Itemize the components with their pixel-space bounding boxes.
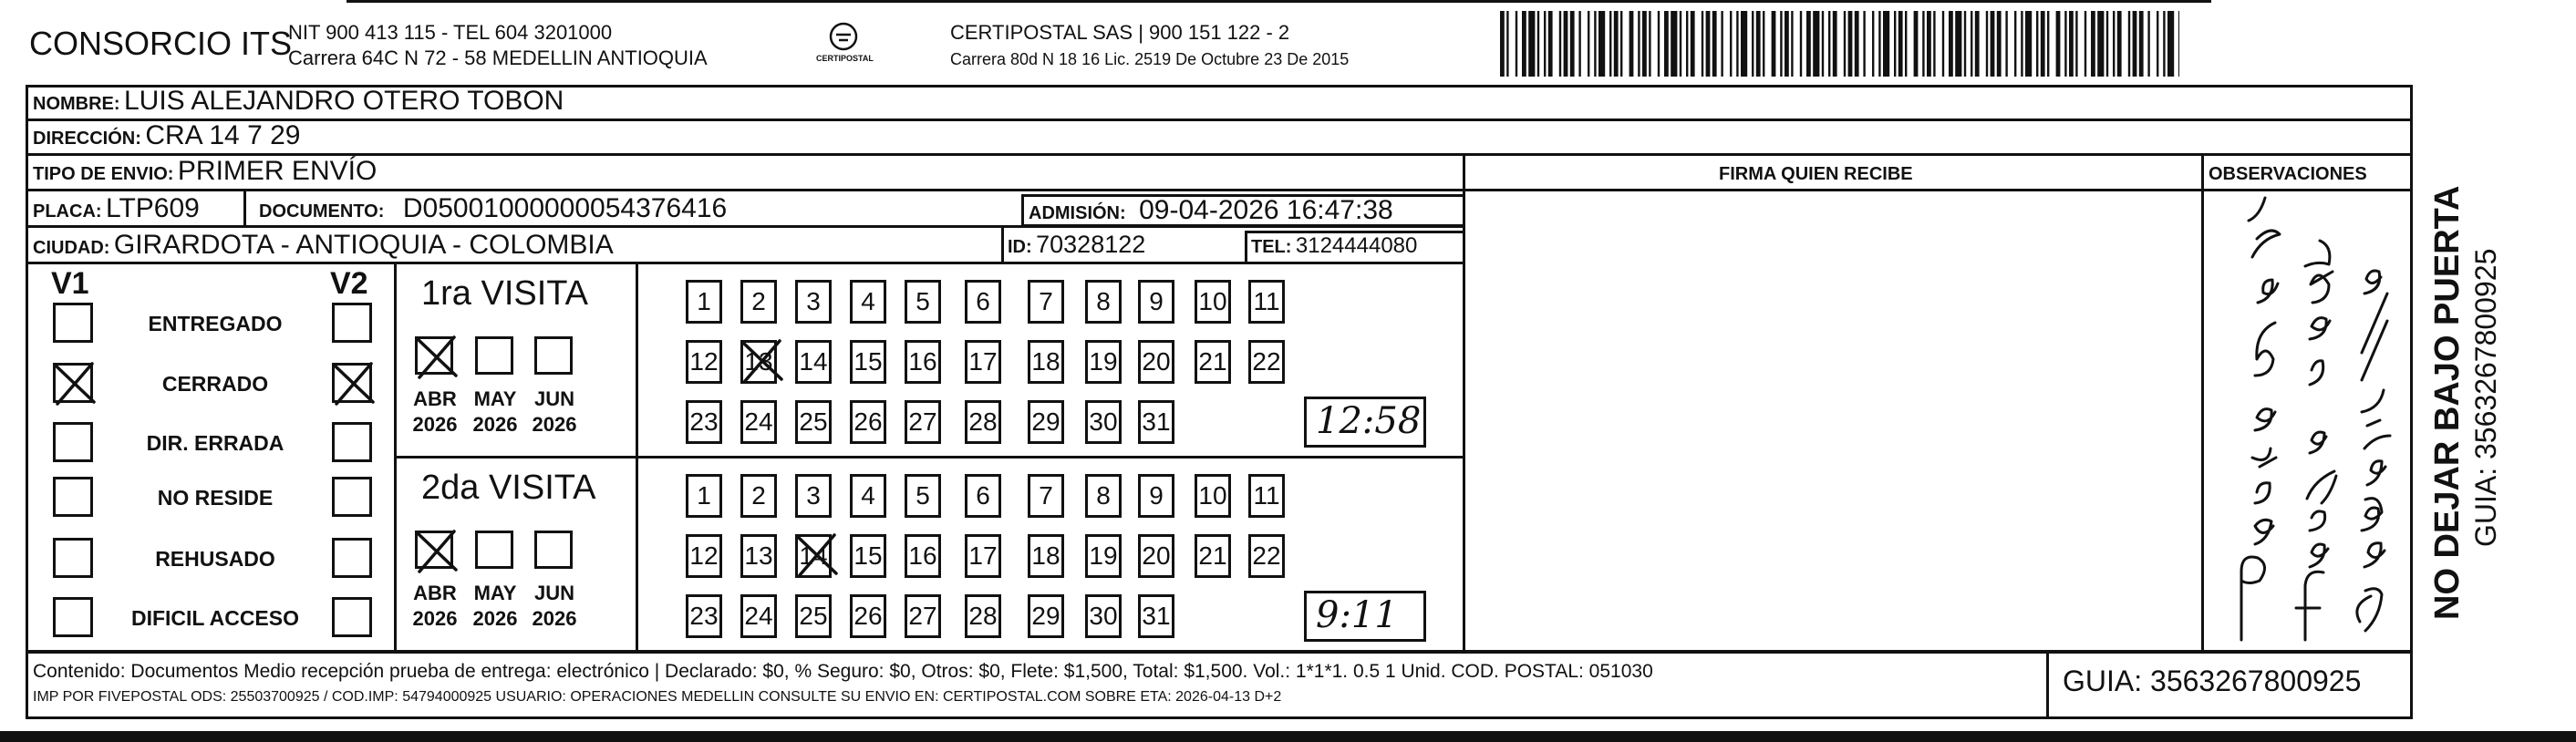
barcode [1500,11,2179,77]
day-box[interactable]: 25 [795,594,832,638]
day-box[interactable]: 4 [850,280,886,324]
observaciones-handwriting [2205,193,2410,647]
day-box[interactable]: 15 [850,534,886,578]
header [0,0,2576,82]
day-box[interactable]: 8 [1085,474,1122,518]
company-address: Carrera 64C N 72 - 58 MEDELLIN ANTIOQUIA [288,46,708,69]
day-box[interactable]: 9 [1138,474,1174,518]
admision-row: ADMISIÓN: 09-04-2026 16:47:38 [1029,195,1393,225]
ciudad-value: GIRARDOTA - ANTIOQUIA - COLOMBIA [113,230,614,260]
v1-checkbox[interactable] [53,422,93,462]
month-label: ABR [413,387,457,410]
day-box[interactable]: 1 [686,280,722,324]
day-box[interactable]: 13 [740,340,777,384]
month-label: JUN [533,582,574,604]
day-box[interactable]: 12 [686,340,722,384]
day-box[interactable]: 14 [795,534,832,578]
day-box[interactable]: 18 [1028,340,1064,384]
day-box[interactable]: 16 [905,534,941,578]
month-checkbox[interactable] [534,336,573,375]
nombre-row: NOMBRE: LUIS ALEJANDRO OTERO TOBON [33,86,564,116]
visit-time: 9:11 [1316,594,1398,636]
direccion-row: DIRECCIÓN: CRA 14 7 29 [33,120,301,150]
day-box[interactable]: 9 [1138,280,1174,324]
v1-label: V1 [51,266,89,301]
placa-value: LTP609 [106,193,200,223]
day-box[interactable]: 21 [1195,340,1231,384]
day-box[interactable]: 6 [965,474,1001,518]
v1-checkbox[interactable] [53,597,93,637]
visit-title: 2da VISITA [421,469,596,507]
firma-label: FIRMA QUIEN RECIBE [1719,164,1913,184]
status-label: NO RESIDE [157,486,274,510]
day-box[interactable]: 17 [965,340,1001,384]
v1-checkbox[interactable] [53,363,93,403]
status-label: REHUSADO [155,547,275,571]
status-label: DIFICIL ACCESO [130,606,299,630]
month-label: MAY [473,582,517,604]
month-checkbox[interactable] [475,531,513,569]
day-box[interactable]: 12 [686,534,722,578]
day-box[interactable]: 27 [905,594,941,638]
day-box[interactable]: 27 [905,400,941,444]
no-dejar-bajo-puerta: NO DEJAR BAJO PUERTA [2428,185,2467,620]
tel-value: 3124444080 [1295,233,1418,258]
day-box[interactable]: 26 [850,400,886,444]
day-box[interactable]: 2 [740,280,777,324]
v2-checkbox[interactable] [332,303,372,343]
v2-checkbox[interactable] [332,422,372,462]
year-label: 2026 [472,413,518,436]
courier-name: CERTIPOSTAL SAS | 900 151 122 - 2 [950,21,1290,44]
day-box[interactable]: 5 [905,280,941,324]
year-label: 2026 [532,413,577,436]
day-box[interactable]: 7 [1028,280,1064,324]
day-box[interactable]: 23 [686,594,722,638]
day-box[interactable]: 22 [1248,534,1285,578]
nombre-value: LUIS ALEJANDRO OTERO TOBON [124,86,564,116]
day-box[interactable]: 28 [965,400,1001,444]
day-box[interactable]: 30 [1085,594,1122,638]
day-box[interactable]: 24 [740,594,777,638]
day-box[interactable]: 15 [850,340,886,384]
month-checkbox[interactable] [415,531,453,569]
day-box[interactable]: 19 [1085,534,1122,578]
day-box[interactable]: 20 [1138,534,1174,578]
day-box[interactable]: 4 [850,474,886,518]
status-label: DIR. ERRADA [146,431,284,455]
company-nit: NIT 900 413 115 - TEL 604 3201000 [288,21,613,44]
header-top-rule [347,0,2211,3]
certipostal-logo: CERTIPOSTAL [812,18,875,73]
day-box[interactable]: 23 [686,400,722,444]
tel-row: TEL: 3124444080 [1251,233,1418,258]
month-checkbox[interactable] [534,531,573,569]
day-box[interactable]: 31 [1138,594,1174,638]
status-label: ENTREGADO [148,312,283,335]
v1-checkbox[interactable] [53,477,93,517]
day-box[interactable]: 10 [1195,474,1231,518]
day-box[interactable]: 6 [965,280,1001,324]
day-box[interactable]: 3 [795,474,832,518]
day-box[interactable]: 28 [965,594,1001,638]
id-row: ID: 70328122 [1008,231,1146,258]
month-label: ABR [413,582,457,604]
v1-checkbox[interactable] [53,538,93,578]
month-checkbox[interactable] [415,336,453,375]
day-box[interactable]: 14 [795,340,832,384]
day-box[interactable]: 29 [1028,400,1064,444]
day-box[interactable]: 2 [740,474,777,518]
v2-checkbox[interactable] [332,363,372,403]
visit-time-box[interactable] [1304,591,1426,642]
documento-row: DOCUMENTO: D05001000000054376416 [259,193,728,223]
side-guia: GUIA: 3563267800925 [2469,248,2502,547]
year-label: 2026 [532,607,577,630]
day-box[interactable]: 7 [1028,474,1064,518]
tipo-envio-value: PRIMER ENVÍO [177,156,378,186]
day-box[interactable]: 10 [1195,280,1231,324]
day-box[interactable]: 11 [1248,280,1285,324]
day-box[interactable]: 17 [965,534,1001,578]
v2-checkbox[interactable] [332,597,372,637]
v1-checkbox[interactable] [53,303,93,343]
day-box[interactable]: 20 [1138,340,1174,384]
observaciones-label: OBSERVACIONES [2209,164,2367,184]
day-box[interactable]: 26 [850,594,886,638]
bottom-rule [0,731,2576,742]
day-box[interactable]: 24 [740,400,777,444]
footer-contenido: Contenido: Documentos Medio recepción prueba de entrega: electrónico | Declarado: $0, % Seguro: $0, Otros: $0, Flete: $1,500, Total: $1,500. Vol.: 1*1*1. 0.5 1 Unid. COD. POSTAL: 051030 [33,661,1653,682]
day-box[interactable]: 19 [1085,340,1122,384]
courier-address: Carrera 80d N 18 16 Lic. 2519 De Octubre 23 De 2015 [950,50,1350,68]
id-value: 70328122 [1036,231,1146,258]
year-label: 2026 [412,413,458,436]
footer-guia: GUIA: 3563267800925 [2063,665,2362,697]
day-box[interactable]: 31 [1138,400,1174,444]
day-box[interactable]: 11 [1248,474,1285,518]
day-box[interactable]: 21 [1195,534,1231,578]
day-box[interactable]: 22 [1248,340,1285,384]
day-box[interactable]: 8 [1085,280,1122,324]
tipo-envio-row: TIPO DE ENVIO: PRIMER ENVÍO [33,156,378,186]
day-box[interactable]: 13 [740,534,777,578]
company-name: CONSORCIO ITS [29,25,293,62]
day-box[interactable]: 30 [1085,400,1122,444]
month-label: MAY [473,387,517,410]
v2-checkbox[interactable] [332,477,372,517]
day-box[interactable]: 5 [905,474,941,518]
day-box[interactable]: 18 [1028,534,1064,578]
year-label: 2026 [472,607,518,630]
status-label: CERRADO [161,372,269,396]
month-checkbox[interactable] [475,336,513,375]
day-box[interactable]: 1 [686,474,722,518]
footer-imp: IMP POR FIVEPOSTAL ODS: 25503700925 / COD.IMP: 54794000925 USUARIO: OPERACIONES MEDELLIN CONSULTE SU ENVIO EN: CERTIPOSTAL.COM SOBRE ETA: 2026-04-13 D+2 [33,689,1282,705]
placa-row: PLACA: LTP609 [33,193,200,223]
direccion-value: CRA 14 7 29 [145,120,301,150]
visit-time: 12:58 [1316,400,1422,442]
visit-time-box[interactable] [1304,397,1426,448]
month-label: JUN [533,387,574,410]
ciudad-row: CIUDAD: GIRARDOTA - ANTIOQUIA - COLOMBIA [33,230,614,260]
day-box[interactable]: 25 [795,400,832,444]
day-box[interactable]: 3 [795,280,832,324]
year-label: 2026 [412,607,458,630]
documento-value: D05001000000054376416 [402,193,728,223]
v2-label: V2 [330,266,368,301]
day-box[interactable]: 16 [905,340,941,384]
day-box[interactable]: 29 [1028,594,1064,638]
admision-value: 09-04-2026 16:47:38 [1139,195,1393,225]
visit-title: 1ra VISITA [421,274,589,313]
v2-checkbox[interactable] [332,538,372,578]
